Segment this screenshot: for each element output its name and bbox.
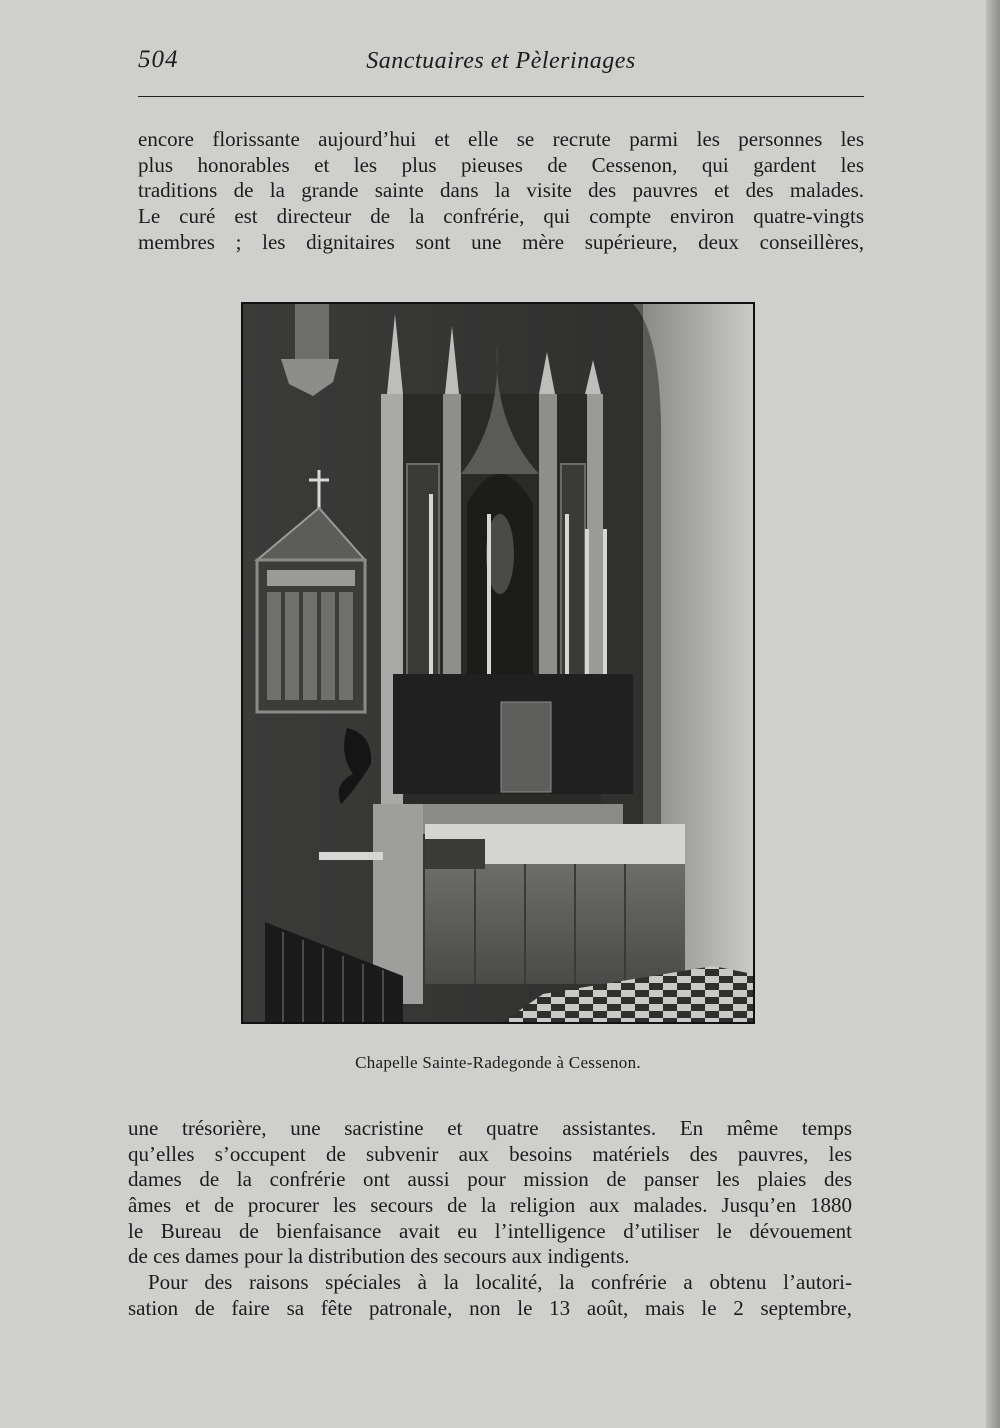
header-rule [138,96,864,97]
text-line: plus honorables et les plus pieuses de Cessenon, qui gardent les [138,152,864,177]
text-line: le Bureau de bienfaisance avait eu l’intelligence d’utiliser le dévouement [128,1218,852,1243]
text-line: Pour des raisons spéciales à la localité, la confrérie a obtenu l’autori- [148,1270,852,1295]
text-line: traditions de la grande sainte dans la visite des pauvres et des malades. [138,178,864,203]
chapel-photograph [241,302,755,1024]
text-line: sation de faire sa fête patronale, non le 13 août, mais le 2 septembre, [128,1295,852,1320]
text-line: dames de la confrérie ont aussi pour mission de panser les plaies des [128,1167,852,1192]
running-title: Sanctuaires et Pèlerinages [366,48,636,74]
page-number: 504 [138,46,179,73]
text-line: membres ; les dignitaires sont une mère supérieure, deux conseillères, [138,229,864,254]
text-line: encore florissante aujourd’hui et elle se recrute parmi les personnes les [138,127,864,151]
text-line: Le curé est directeur de la confrérie, qui compte environ quatre-vingts [138,204,864,229]
text-line: qu’elles s’occupent de subvenir aux besoins matériels des pauvres, les [128,1141,852,1166]
body-text-bottom [128,1116,852,1322]
text-line: une trésorière, une sacristine et quatre assistantes. En même temps [128,1116,852,1140]
page-edge-shadow [986,0,1000,1428]
figure-caption: Chapelle Sainte-Radegonde à Cessenon. [355,1053,641,1072]
page-header [138,40,864,80]
text-line: de ces dames pour la distribution des secours aux indigents. [128,1244,630,1269]
body-text-top [138,127,864,255]
text-line: âmes et de procurer les secours de la religion aux malades. Jusqu’en 1880 [128,1193,852,1218]
